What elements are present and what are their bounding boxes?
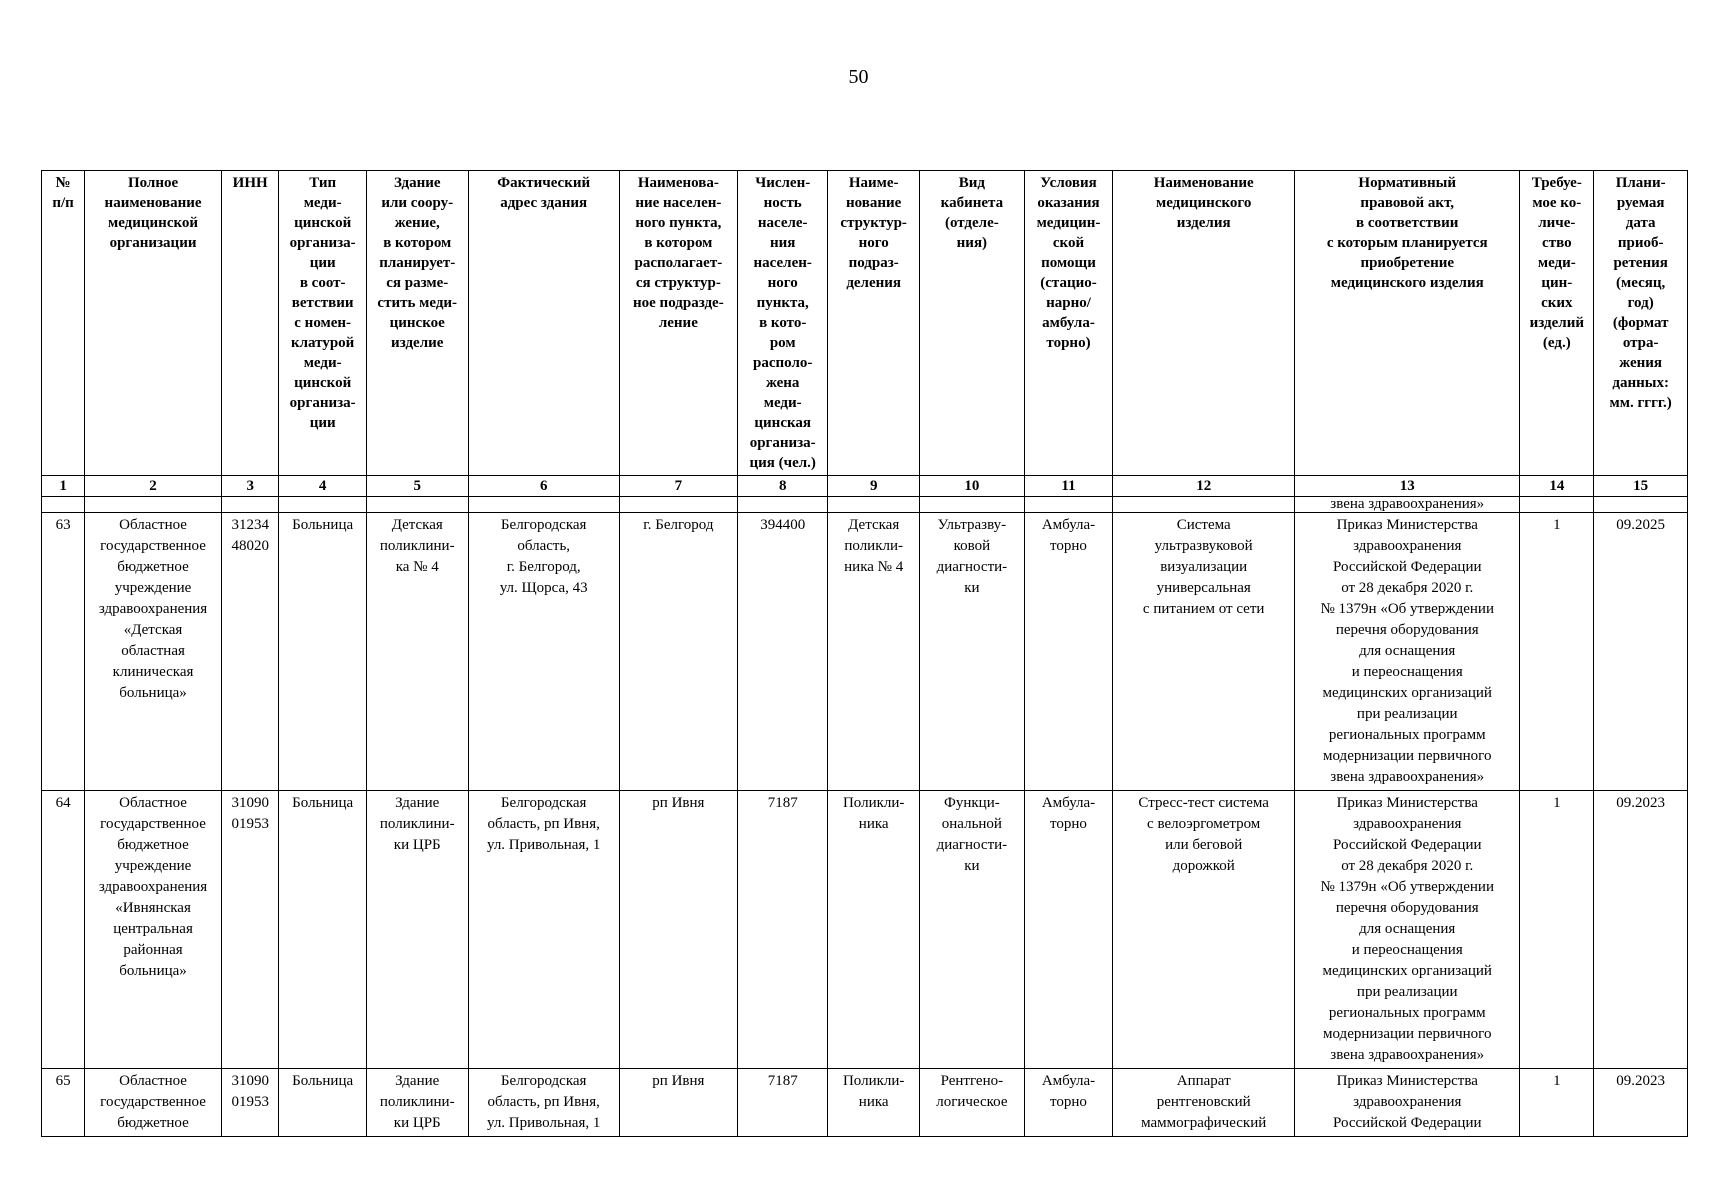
cell-device: Стресс-тест система с велоэргометром или беговой дорожкой — [1113, 791, 1295, 1069]
cell-num: 64 — [42, 791, 85, 1069]
cell-act: Приказ Министерства здравоохранения Российской Федерации — [1295, 1069, 1520, 1137]
table-cell — [828, 497, 920, 513]
table-cell — [468, 497, 619, 513]
table-cell — [279, 497, 366, 513]
header-cell-device: Наименование медицинского изделия — [1113, 171, 1295, 476]
table-cell — [1594, 497, 1688, 513]
header-cell-building: Здание или соору- жение, в котором планирует- ся разме- стить меди- цинское изделие — [366, 171, 468, 476]
header-cell-cabinet: Вид кабинета (отделе- ния) — [919, 171, 1024, 476]
cell-type: Больница — [279, 791, 366, 1069]
header-cell-num: № п/п — [42, 171, 85, 476]
cell-num: 63 — [42, 513, 85, 791]
table-row — [42, 513, 1688, 791]
column-number: 13 — [1295, 476, 1520, 497]
header-cell-locality: Наименова- ние населен- ного пункта, в котором располагает- ся структур- ное подразде- ление — [619, 171, 737, 476]
column-number: 14 — [1520, 476, 1594, 497]
table-cell — [85, 497, 222, 513]
header-cell-unit: Наиме- нование структур- ного подраз- деления — [828, 171, 920, 476]
header-cell-qty: Требуе- мое ко- личе- ство меди- цин- ских изделий (ед.) — [1520, 171, 1594, 476]
column-number: 6 — [468, 476, 619, 497]
cell-type: Больница — [279, 513, 366, 791]
table-cell — [366, 497, 468, 513]
cell-building: Детская поликлини- ка № 4 — [366, 513, 468, 791]
header-cell-inn: ИНН — [221, 171, 279, 476]
cell-inn: 31090 01953 — [221, 1069, 279, 1137]
cell-org: Областное государственное бюджетное учреждение здравоохранения «Ивнянская центральная районная больница» — [85, 791, 222, 1069]
header-cell-population: Числен- ность населе- ния населен- ного пункта, в кото- ром располо- жена меди- цинская организа- ция (чел.) — [737, 171, 827, 476]
table-cell — [737, 497, 827, 513]
header-cell-act: Нормативный правовой акт, в соответствии с которым планируется приобретение медицинского изделия — [1295, 171, 1520, 476]
cell-unit: Поликли- ника — [828, 1069, 920, 1137]
cell-address: Белгородская область, рп Ивня, ул. Привольная, 1 — [468, 1069, 619, 1137]
header-cell-type: Тип меди- цинской организа- ции в соот- ветствии с номен- клатурой меди- цинской организа- ции — [279, 171, 366, 476]
column-number: 12 — [1113, 476, 1295, 497]
cell-device: Аппарат рентгеновский маммографический — [1113, 1069, 1295, 1137]
continuation-row — [42, 497, 1688, 513]
cell-address: Белгородская область, г. Белгород, ул. Щорса, 43 — [468, 513, 619, 791]
table-cell — [619, 497, 737, 513]
column-number: 3 — [221, 476, 279, 497]
cell-inn: 31090 01953 — [221, 791, 279, 1069]
cell-locality: рп Ивня — [619, 791, 737, 1069]
cell-num: 65 — [42, 1069, 85, 1137]
cell-conditions: Амбула- торно — [1024, 791, 1112, 1069]
cell-device: Система ультразвуковой визуализации универсальная с питанием от сети — [1113, 513, 1295, 791]
cell-date: 09.2023 — [1594, 1069, 1688, 1137]
continuation-text: звена здравоохранения» — [1295, 497, 1520, 513]
cell-unit: Детская поликли- ника № 4 — [828, 513, 920, 791]
equipment-table — [41, 170, 1688, 1137]
header-cell-address: Фактический адрес здания — [468, 171, 619, 476]
cell-type: Больница — [279, 1069, 366, 1137]
cell-inn: 31234 48020 — [221, 513, 279, 791]
column-number: 9 — [828, 476, 920, 497]
cell-act: Приказ Министерства здравоохранения Российской Федерации от 28 декабря 2020 г. № 1379н «Об утверждении перечня оборудования для оснащения и переоснащения медицинских организаций при реализации региональных программ модернизации первичного звена здравоохранения» — [1295, 513, 1520, 791]
cell-cabinet: Рентгено- логическое — [919, 1069, 1024, 1137]
cell-date: 09.2025 — [1594, 513, 1688, 791]
cell-conditions: Амбула- торно — [1024, 513, 1112, 791]
cell-unit: Поликли- ника — [828, 791, 920, 1069]
table-cell — [1024, 497, 1112, 513]
table-cell — [221, 497, 279, 513]
cell-locality: г. Белгород — [619, 513, 737, 791]
cell-date: 09.2023 — [1594, 791, 1688, 1069]
column-number: 4 — [279, 476, 366, 497]
table-cell — [42, 497, 85, 513]
cell-cabinet: Функци- ональной диагности- ки — [919, 791, 1024, 1069]
cell-conditions: Амбула- торно — [1024, 1069, 1112, 1137]
cell-address: Белгородская область, рп Ивня, ул. Привольная, 1 — [468, 791, 619, 1069]
cell-population: 7187 — [737, 1069, 827, 1137]
cell-building: Здание поликлини- ки ЦРБ — [366, 1069, 468, 1137]
header-cell-date: Плани- руемая дата приоб- ретения (месяц, год) (формат отра- жения данных: мм. гггг.) — [1594, 171, 1688, 476]
column-number: 8 — [737, 476, 827, 497]
header-row — [42, 171, 1688, 476]
cell-population: 7187 — [737, 791, 827, 1069]
column-number: 15 — [1594, 476, 1688, 497]
column-number: 2 — [85, 476, 222, 497]
page-number: 50 — [848, 66, 869, 88]
table-cell — [1520, 497, 1594, 513]
cell-locality: рп Ивня — [619, 1069, 737, 1137]
cell-building: Здание поликлини- ки ЦРБ — [366, 791, 468, 1069]
column-number: 10 — [919, 476, 1024, 497]
column-number-row — [42, 476, 1688, 497]
table-cell — [919, 497, 1024, 513]
column-number: 7 — [619, 476, 737, 497]
table-cell — [1113, 497, 1295, 513]
cell-org: Областное государственное бюджетное — [85, 1069, 222, 1137]
cell-act: Приказ Министерства здравоохранения Российской Федерации от 28 декабря 2020 г. № 1379н «Об утверждении перечня оборудования для оснащения и переоснащения медицинских организаций при реализации региональных программ модернизации первичного звена здравоохранения» — [1295, 791, 1520, 1069]
column-number: 5 — [366, 476, 468, 497]
cell-org: Областное государственное бюджетное учреждение здравоохранения «Детская областная клиническая больница» — [85, 513, 222, 791]
column-number: 11 — [1024, 476, 1112, 497]
header-cell-conditions: Условия оказания медицин- ской помощи (стацио- нарно/ амбула- торно) — [1024, 171, 1112, 476]
cell-qty: 1 — [1520, 791, 1594, 1069]
cell-population: 394400 — [737, 513, 827, 791]
table-row — [42, 1069, 1688, 1137]
table-row — [42, 791, 1688, 1069]
header-cell-org: Полное наименование медицинской организации — [85, 171, 222, 476]
cell-qty: 1 — [1520, 513, 1594, 791]
cell-cabinet: Ультразву- ковой диагности- ки — [919, 513, 1024, 791]
column-number: 1 — [42, 476, 85, 497]
cell-qty: 1 — [1520, 1069, 1594, 1137]
